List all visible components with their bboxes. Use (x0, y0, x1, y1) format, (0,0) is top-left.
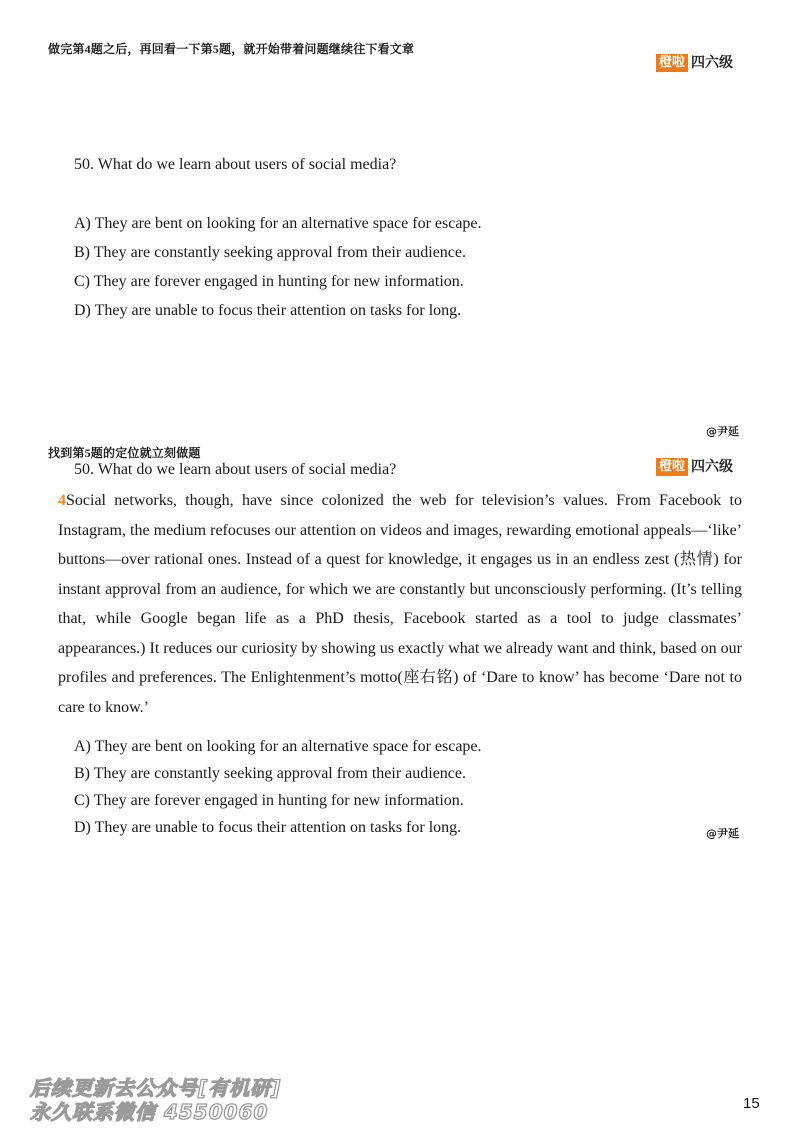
brand-text-bottom: 四六级 (691, 459, 734, 475)
option-d-repeat: D) They are unable to focus their attention on tasks for long. (74, 819, 462, 836)
option-b-repeat: B) They are constantly seeking approval from their audience. (74, 765, 467, 782)
watermark (30, 1076, 281, 1124)
question-title: 50. What do we learn about users of social media? (74, 156, 397, 173)
option-a: A) They are bent on looking for an alternative space for escape. (74, 215, 482, 232)
watermark-line-2: 永久联系微信 4550060 (30, 1100, 269, 1124)
options-list-top (74, 214, 482, 321)
brand-text: 四六级 (691, 55, 734, 71)
option-c: C) They are forever engaged in hunting for new information. (74, 273, 464, 290)
author-credit-bottom: @尹延 (706, 827, 739, 840)
passage-text: Social networks, though, have since colonized the web for television’s values. From Facebook to Instagram, the medium refocuses our attention on videos and images, rewarding emotional appeals—‘like’ buttons—over rational ones. Instead of a quest for knowledge, it engages us in an endless zest (热情) for instant approval from an audience, for which we are constantly but unconsciously performing. (It’s telling that, while Google began life as a PhD thesis, Facebook started as a tool to judge classmates’ appearances.) It reduces our curiosity by showing us exactly what we already want and think, based on our profiles and preferences. The Enlightenment’s motto(座右铭) of ‘Dare to know’ has become ‘Dare not to care to know.’ (58, 492, 742, 716)
author-credit-top: @尹延 (706, 425, 739, 438)
brand-logo-bottom (656, 458, 733, 476)
option-a-repeat: A) They are bent on looking for an alternative space for escape. (74, 738, 482, 755)
question-title-repeat: 50. What do we learn about users of social media? (74, 461, 397, 478)
brand-logo (656, 54, 733, 72)
paragraph-number: 4 (58, 492, 66, 509)
option-d: D) They are unable to focus their attention on tasks for long. (74, 302, 462, 319)
option-b: B) They are constantly seeking approval from their audience. (74, 244, 467, 261)
passage-paragraph (58, 486, 742, 722)
page-number: 15 (743, 1095, 760, 1112)
header-note: 做完第4题之后，再回看一下第5题，就开始带着问题继续往下看文章 (48, 42, 415, 56)
brand-tag-bottom: 橙啦 (656, 458, 688, 476)
option-c-repeat: C) They are forever engaged in hunting for new information. (74, 792, 464, 809)
locate-note: 找到第5题的定位就立刻做题 (48, 446, 201, 460)
brand-tag: 橙啦 (656, 54, 688, 72)
options-list-bottom (74, 737, 482, 838)
watermark-line-1: 后续更新去公众号[有机研] (30, 1076, 282, 1100)
